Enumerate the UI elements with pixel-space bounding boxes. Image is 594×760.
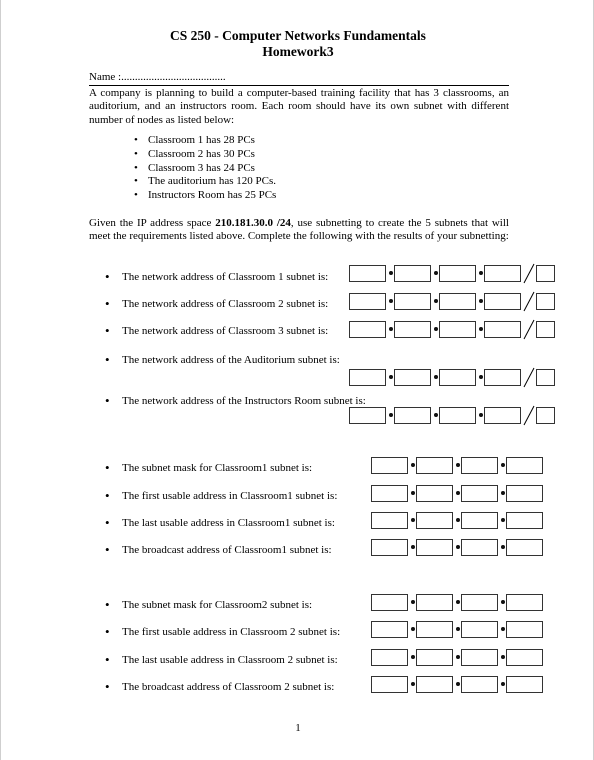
question-label: The first usable address in Classroom1 subnet is: [122,490,338,502]
octet-box-2[interactable] [416,649,453,666]
dot-separator [501,518,505,522]
question-label: The network address of Classroom 1 subnet is: [122,271,329,283]
bullet: • [105,542,110,557]
bullet: • [105,515,110,530]
bullet: • [105,679,110,694]
slash-icon [522,319,536,340]
octet-box-3[interactable] [439,293,476,310]
prefix-length-box[interactable] [536,265,555,282]
prefix-length-box[interactable] [536,293,555,310]
octet-box-1[interactable] [349,293,386,310]
octet-box-4[interactable] [506,512,543,529]
network-classroom-3-question [105,323,329,338]
octet-box-4[interactable] [506,485,543,502]
intro-paragraph: A company is planning to build a computer-based training facility that has 3 classrooms, an auditorium, and an instructors room. Each room should have its own subnet with different number of nodes as listed below: [89,87,509,126]
given-paragraph [89,217,509,244]
question-label: The network address of the Auditorium subnet is: [122,354,340,366]
octet-box-3[interactable] [439,369,476,386]
octet-box-1[interactable] [349,321,386,338]
question-label: The broadcast address of Classroom1 subnet is: [122,544,332,556]
dot-separator [456,463,460,467]
classroom1-2-question [105,515,335,530]
dot-separator [434,327,438,331]
dot-separator [411,491,415,495]
bullet: • [105,393,110,408]
octet-box-3[interactable] [461,457,498,474]
dot-separator [434,271,438,275]
octet-box-3[interactable] [439,321,476,338]
bullet: • [105,597,110,612]
octet-box-4[interactable] [506,539,543,556]
name-line: Name :...................................... [89,71,509,86]
dot-separator [389,375,393,379]
octet-box-2[interactable] [394,265,431,282]
dot-separator [389,413,393,417]
bullet: • [105,460,110,475]
dot-separator [456,627,460,631]
question-label: The subnet mask for Classroom1 subnet is: [122,462,313,474]
dot-separator [411,463,415,467]
question-label: The last usable address in Classroom1 subnet is: [122,517,335,529]
bullet: • [105,624,110,639]
octet-box-3[interactable] [439,407,476,424]
dot-separator [479,327,483,331]
octet-box-2[interactable] [416,539,453,556]
slash-icon [522,263,536,284]
octet-box-1[interactable] [349,407,386,424]
list-item: • Classroom 3 has 24 PCs [134,162,276,176]
octet-box-1[interactable] [371,457,408,474]
octet-box-2[interactable] [394,293,431,310]
page-number: 1 [295,722,301,734]
octet-box-3[interactable] [461,621,498,638]
octet-box-1[interactable] [371,539,408,556]
dot-separator [456,491,460,495]
octet-box-1[interactable] [371,512,408,529]
octet-box-4[interactable] [506,676,543,693]
dot-separator [501,491,505,495]
dot-separator [434,375,438,379]
octet-box-4[interactable] [484,369,521,386]
octet-box-1[interactable] [349,369,386,386]
dot-separator [501,545,505,549]
list-item: • The auditorium has 120 PCs. [134,175,276,189]
dot-separator [411,518,415,522]
octet-box-2[interactable] [416,457,453,474]
octet-box-4[interactable] [506,649,543,666]
bullet: • [105,269,110,284]
list-item: • Classroom 2 has 30 PCs [134,148,276,162]
dot-separator [411,627,415,631]
dot-separator [456,545,460,549]
dot-separator [411,545,415,549]
octet-box-3[interactable] [461,485,498,502]
dot-separator [456,600,460,604]
octet-box-4[interactable] [484,265,521,282]
octet-box-2[interactable] [416,512,453,529]
assignment-title: Homework3 [262,44,334,59]
octet-box-2[interactable] [394,407,431,424]
octet-box-2[interactable] [394,321,431,338]
octet-box-3[interactable] [461,676,498,693]
classroom2-1-question [105,624,341,639]
dot-separator [434,299,438,303]
list-item: • Instructors Room has 25 PCs [134,189,276,203]
question-label: The network address of Classroom 3 subnet is: [122,325,329,337]
octet-box-3[interactable] [461,594,498,611]
prefix-length-box[interactable] [536,321,555,338]
octet-box-4[interactable] [484,293,521,310]
dot-separator [479,299,483,303]
octet-box-1[interactable] [371,676,408,693]
dot-separator [389,271,393,275]
prefix-length-box[interactable] [536,407,555,424]
octet-box-4[interactable] [484,407,521,424]
octet-box-3[interactable] [461,512,498,529]
octet-box-1[interactable] [349,265,386,282]
dot-separator [501,463,505,467]
node-list [134,134,276,203]
question-label: The network address of Classroom 2 subnet is: [122,298,329,310]
dot-separator [456,682,460,686]
list-item: • Classroom 1 has 28 PCs [134,134,276,148]
octet-box-4[interactable] [506,594,543,611]
classroom2-2-question [105,652,338,667]
octet-box-2[interactable] [416,594,453,611]
given-suffix: , use subnetting to create the 5 subnets that will meet the requirements listed above. Complete the following with the results of your subnetting: [89,217,509,243]
classroom2-0-question [105,597,313,612]
bullet: • [105,352,110,367]
octet-box-4[interactable] [484,321,521,338]
dot-separator [434,413,438,417]
network-classroom-2-question [105,296,329,311]
dot-separator [456,655,460,659]
ip-address-space: 210.181.30.0 /24 [215,217,291,229]
slash-icon [522,291,536,312]
classroom1-3-question [105,542,332,557]
classroom1-0-question [105,460,313,475]
bullet: • [105,652,110,667]
course-title: CS 250 - Computer Networks Fundamentals [170,28,426,43]
dot-separator [479,375,483,379]
question-label: The last usable address in Classroom 2 subnet is: [122,654,338,666]
octet-box-3[interactable] [461,649,498,666]
octet-box-4[interactable] [506,457,543,474]
octet-box-3[interactable] [461,539,498,556]
octet-box-2[interactable] [416,676,453,693]
slash-icon [522,405,536,426]
dot-separator [501,655,505,659]
bullet: • [105,296,110,311]
dot-separator [411,655,415,659]
octet-box-1[interactable] [371,485,408,502]
dot-separator [411,600,415,604]
dot-separator [456,518,460,522]
bullet: • [105,488,110,503]
dot-separator [389,327,393,331]
question-label: The broadcast address of Classroom 2 subnet is: [122,681,335,693]
octet-box-1[interactable] [371,649,408,666]
octet-box-2[interactable] [416,485,453,502]
network-instructors-room-question [105,393,366,408]
prefix-length-box[interactable] [536,369,555,386]
dot-separator [501,682,505,686]
dot-separator [479,271,483,275]
given-prefix: Given the IP address space [89,217,216,229]
bullet: • [105,323,110,338]
dot-separator [389,299,393,303]
slash-icon [522,367,536,388]
octet-box-2[interactable] [416,621,453,638]
network-auditorium-question [105,352,340,367]
octet-box-1[interactable] [371,594,408,611]
dot-separator [411,682,415,686]
classroom1-1-question [105,488,338,503]
octet-box-1[interactable] [371,621,408,638]
classroom2-3-question [105,679,335,694]
dot-separator [501,600,505,604]
dot-separator [501,627,505,631]
question-label: The network address of the Instructors Room subnet is: [122,395,366,407]
question-label: The subnet mask for Classroom2 subnet is: [122,599,313,611]
octet-box-4[interactable] [506,621,543,638]
dot-separator [479,413,483,417]
question-label: The first usable address in Classroom 2 subnet is: [122,626,341,638]
octet-box-2[interactable] [394,369,431,386]
octet-box-3[interactable] [439,265,476,282]
network-classroom-1-question [105,269,329,284]
